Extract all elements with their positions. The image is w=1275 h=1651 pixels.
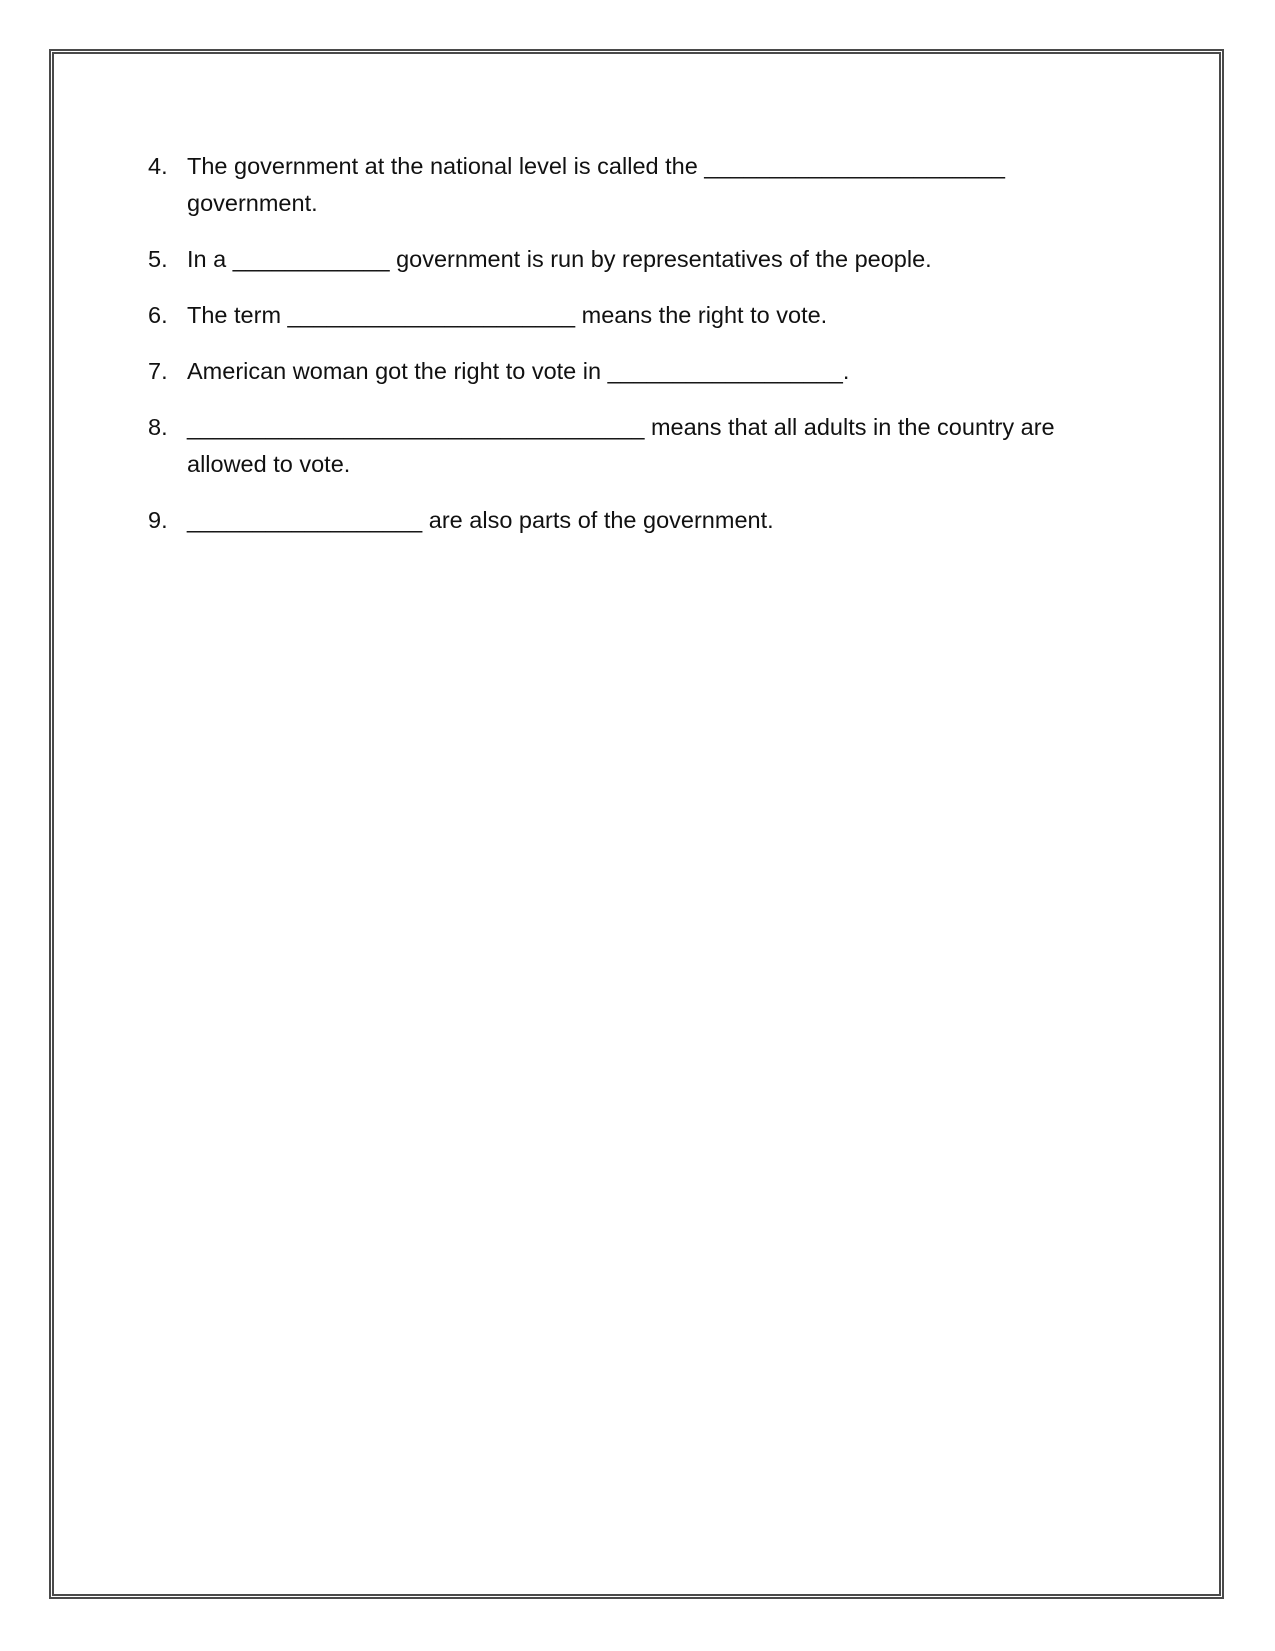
question-text: The term ______________________ means the right to vote. xyxy=(187,302,828,328)
question-item xyxy=(148,409,1088,483)
question-item xyxy=(148,353,1088,390)
question-number: 4. xyxy=(148,153,168,179)
question-text: American woman got the right to vote in __________________. xyxy=(187,358,850,384)
question-number: 6. xyxy=(148,302,168,328)
question-text: __________________ are also parts of the government. xyxy=(187,507,774,533)
question-item xyxy=(148,148,1088,222)
question-item xyxy=(148,241,1088,278)
question-list xyxy=(148,148,1088,558)
question-number: 8. xyxy=(148,414,168,440)
question-number: 5. xyxy=(148,246,168,272)
question-item xyxy=(148,297,1088,334)
question-number: 7. xyxy=(148,358,168,384)
question-item xyxy=(148,502,1088,539)
question-text: The government at the national level is called the _______________________ government. xyxy=(187,153,1005,216)
question-number: 9. xyxy=(148,507,168,533)
question-text: ___________________________________ means that all adults in the country are allowed to vote. xyxy=(187,414,1055,477)
question-text: In a ____________ government is run by representatives of the people. xyxy=(187,246,932,272)
